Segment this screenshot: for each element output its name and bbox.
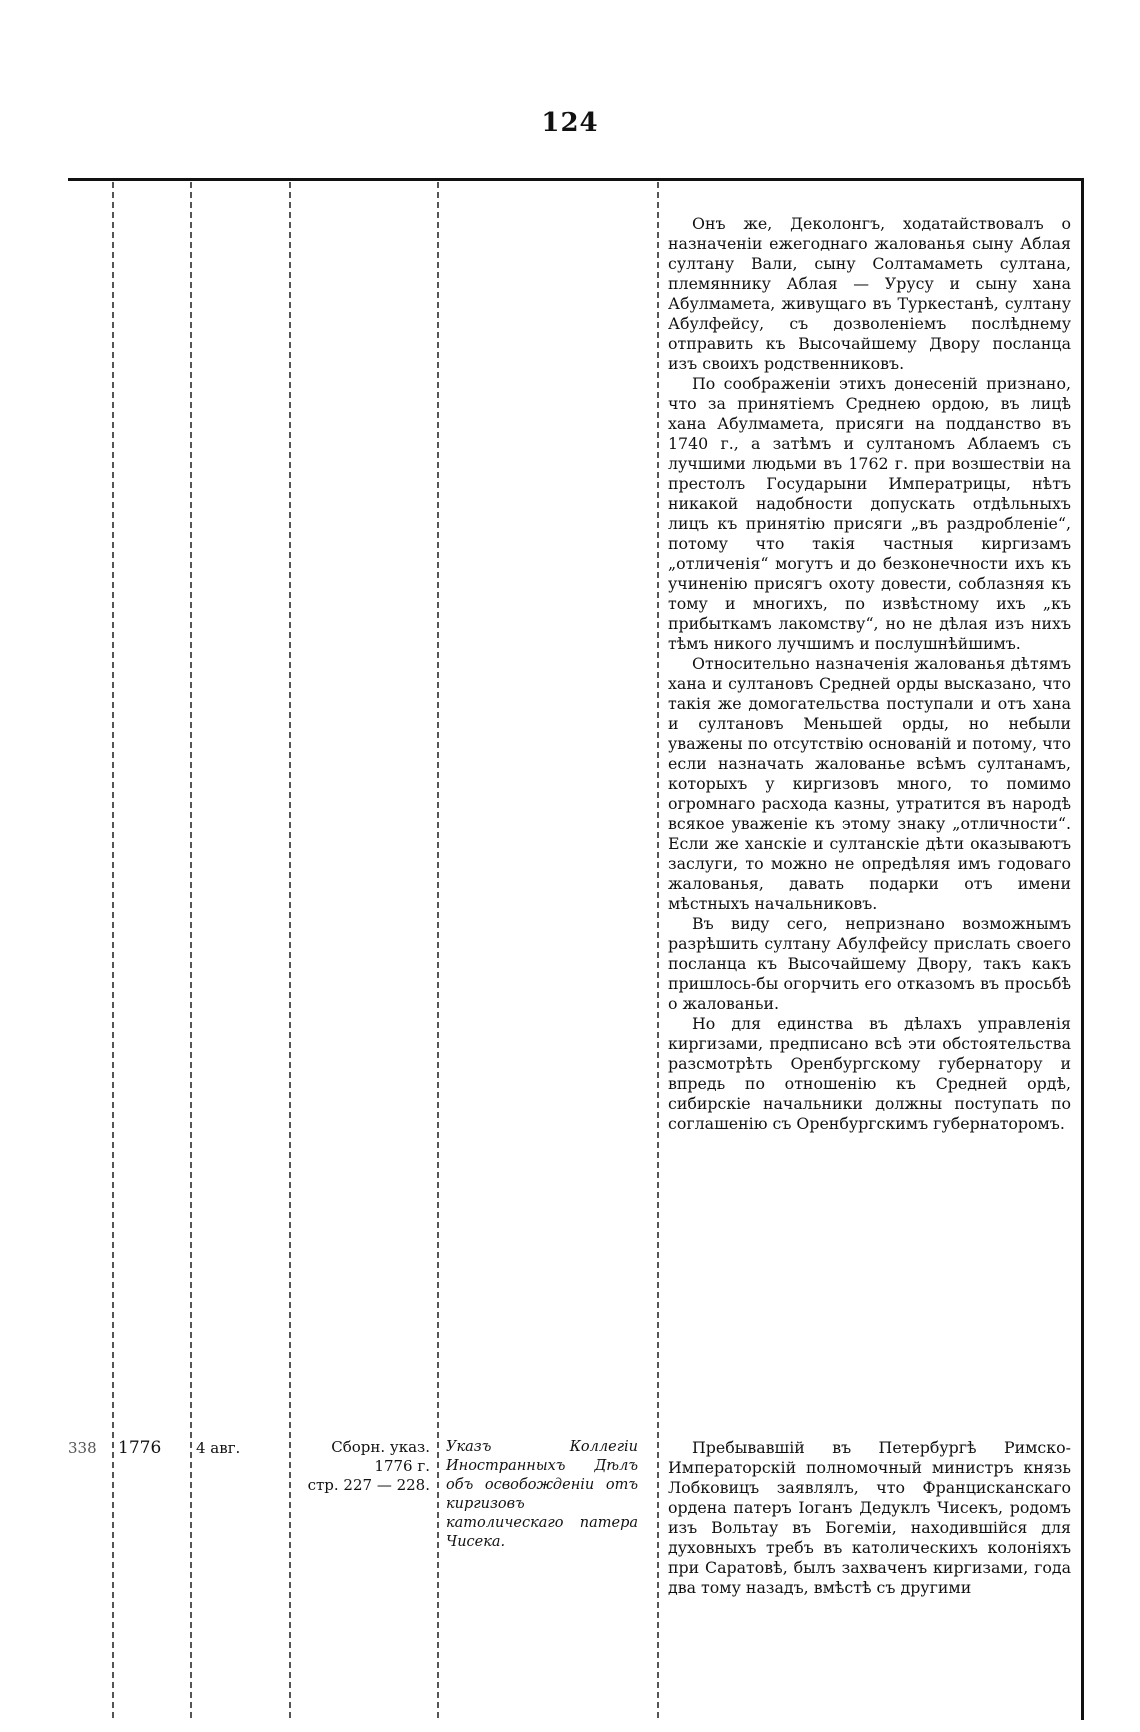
column-divider: [289, 182, 291, 1718]
main-text-block: [668, 214, 1071, 1134]
entry-date: 4 авг.: [196, 1439, 241, 1457]
source-line: стр. 227 — 228.: [307, 1476, 430, 1494]
paragraph: Въ виду сего, непризнано возможнымъ разрѣшить султану Абулфейсу прислать своего посланца къ Высочайшему Двору, такъ какъ пришлось-бы огорчить его отказомъ въ просьбѣ о жалованьи.: [668, 914, 1071, 1013]
top-rule: [68, 178, 1084, 181]
page-number: 124: [541, 108, 599, 138]
entry-year: 1776: [118, 1438, 162, 1458]
paragraph: Онъ же, Деколонгъ, ходатайствовалъ о назначеніи ежегоднаго жалованья сыну Аблая султану Вали, сыну Солтамаметь султана, племяннику Аблая — Урусу и сыну хана Абулмамета, живущаго въ Туркестанѣ, султану Абулфейсу, съ дозволеніемъ послѣднему отправить къ Высочайшему Двору посланца изъ своихъ родственниковъ.: [668, 214, 1071, 373]
entry-number: 338: [68, 1439, 97, 1457]
paragraph: Относительно назначенія жалованья дѣтямъ хана и султановъ Средней орды высказано, что такія же домогательства поступали и отъ хана и султановъ Меньшей орды, но небыли уважены по отсутствію основаній и потому, что если назначать жалованье всѣмъ султанамъ, которыхъ у киргизовъ много, то помимо огромнаго расхода казны, утратится въ народѣ всякое уваженіе къ этому знаку „отличности“. Если же ханскіе и султанскіе дѣти оказываютъ заслуги, то можно не опредѣляя имъ годоваго жалованья, давать подарки отъ имени мѣстныхъ начальниковъ.: [668, 654, 1071, 913]
entry-source: [298, 1438, 430, 1495]
paragraph: По соображеніи этихъ донесеній признано, что за принятіемъ Среднею ордою, въ лицѣ хана Абулмамета, присяги на подданство въ 1740 г., а затѣмъ и султаномъ Аблаемъ съ лучшими людьми въ 1762 г. при возшествіи на престолъ Государыни Императрицы, нѣтъ никакой надобности допускать отдѣльныхъ лицъ къ принятію присяги „въ раздробленіе“, потому что такія частныя киргизамъ „отличенія“ могутъ и до безконечности ихъ къ учиненію присягъ охоту довести, соблазняя къ тому и многихъ, по извѣстному ихъ „къ прибыткамъ лакомству“, но не дѣлая изъ нихъ тѣмъ никого лучшимъ и послушнѣйшимъ.: [668, 374, 1071, 653]
column-divider: [657, 182, 659, 1718]
entry-title: Указъ Коллегіи Иностранныхъ Дѣлъ объ освобожденіи отъ киргизовъ католическаго патера Чисека.: [446, 1439, 638, 1550]
source-line: Сборн. указ.: [331, 1438, 430, 1456]
paragraph: Пребывавшій въ Петербургѣ Римско-Императорскій полномочный министръ князь Лобковицъ заявлялъ, что Францисканскаго ордена патеръ Іоганъ Дедуклъ Чисекъ, родомъ изъ Вольтау въ Богеміи, находившійся для духовныхъ требъ въ католическихъ колоніяхъ при Саратовѣ, былъ захваченъ киргизами, года два тому назадъ, вмѣстѣ съ другими: [668, 1438, 1071, 1597]
paragraph: Но для единства въ дѣлахъ управленія киргизами, предписано всѣ эти обстоятельства разсмотрѣть Оренбургскому губернатору и впредь по отношенію къ Средней ордѣ, сибирскіе начальники должны поступать по соглашенію съ Оренбургскимъ губернаторомъ.: [668, 1014, 1071, 1133]
column-divider: [437, 182, 439, 1718]
entry-text: [668, 1438, 1071, 1598]
right-rule: [1081, 178, 1084, 1720]
column-divider: [190, 182, 192, 1718]
source-line: 1776 г.: [374, 1457, 430, 1475]
column-divider: [112, 182, 114, 1718]
